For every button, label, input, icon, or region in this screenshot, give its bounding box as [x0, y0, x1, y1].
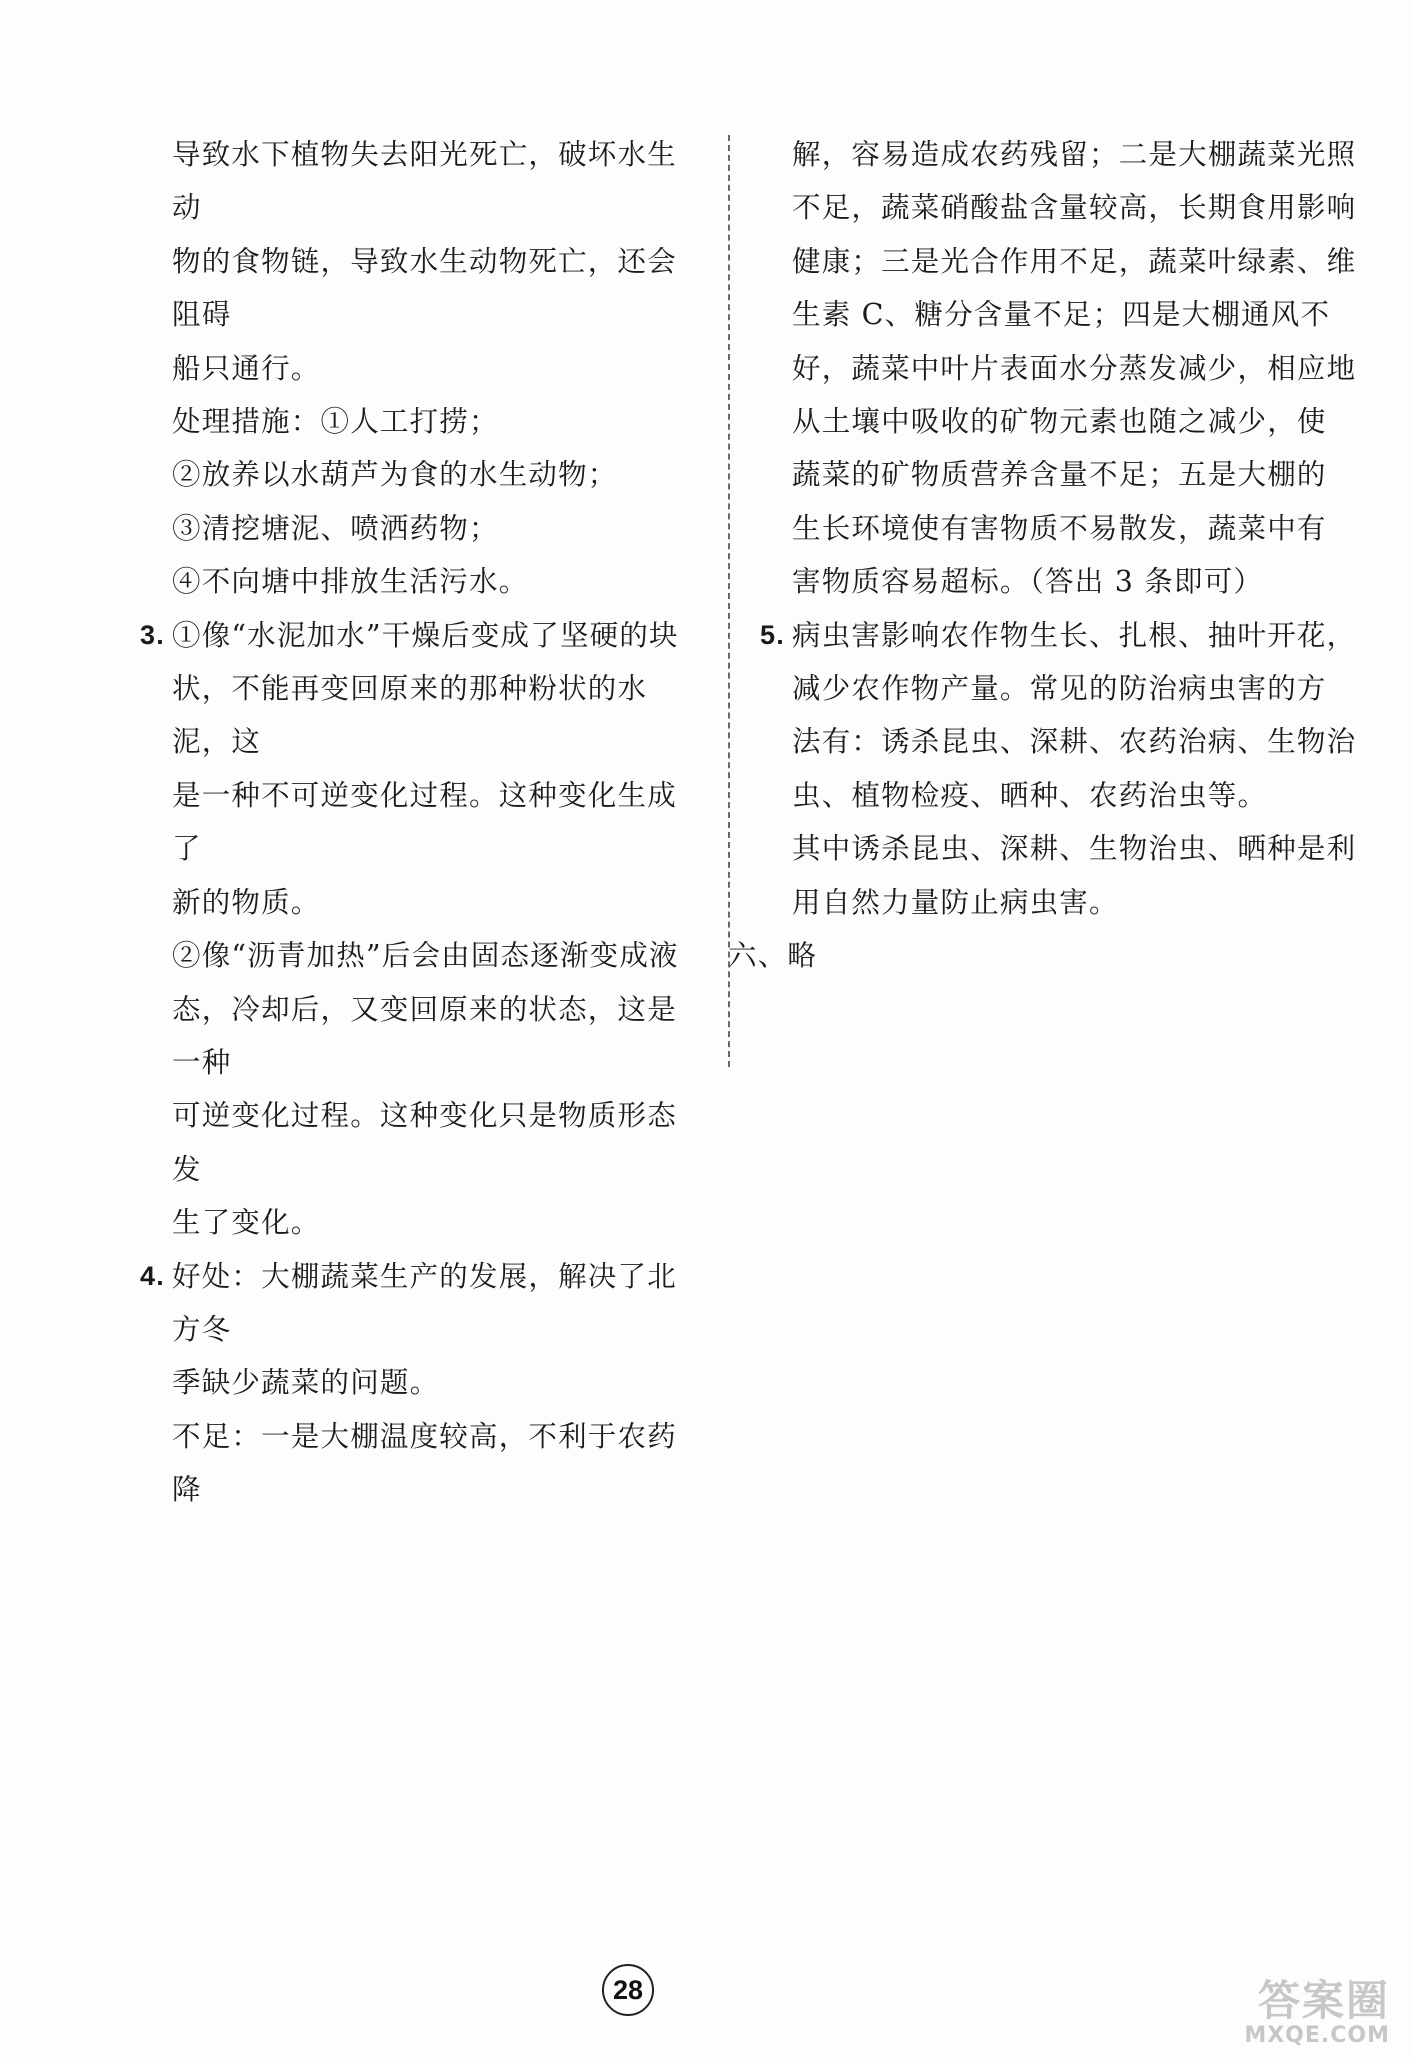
text-line: 法有：诱杀昆虫、深耕、农药治病、生物治 [792, 725, 1357, 759]
question-number: 3. [140, 619, 165, 650]
text-line: ②像“沥青加热”后会由固态逐渐变成液 [172, 939, 679, 973]
measures-label: 处理措施：①人工打捞； [172, 405, 499, 439]
text-line: 新的物质。 [172, 885, 321, 919]
text-line: 减少农作物产量。常见的防治病虫害的方 [792, 672, 1327, 706]
answer-3 [140, 609, 700, 662]
question-number: 4. [140, 1260, 165, 1291]
text-line: 态，冷却后，又变回原来的状态，这是一种 [172, 992, 677, 1079]
text-line: 状，不能再变回原来的那种粉状的水泥，这 [172, 672, 648, 759]
text-line: 不足，蔬菜硝酸盐含量较高，长期食用影响 [792, 191, 1357, 225]
text-line: 其中诱杀昆虫、深耕、生物治虫、晒种是利 [792, 832, 1357, 866]
page-number: 28 [602, 1964, 654, 2016]
watermark-url: MXQE.COM [1244, 2023, 1390, 2048]
text-line: 生素 C、糖分含量不足；四是大棚通风不 [792, 298, 1331, 332]
watermark-title: 答案圈 [1257, 1976, 1390, 2025]
left-column [140, 128, 700, 1517]
answer-4 [140, 1250, 700, 1357]
text-line: 蔬菜的矿物质营养含量不足；五是大棚的 [792, 458, 1327, 492]
answer-5 [760, 609, 1360, 662]
measure-item: ④不向塘中排放生活污水。 [172, 565, 529, 599]
text-line: 好处：大棚蔬菜生产的发展，解决了北方冬 [172, 1259, 677, 1346]
text-line: 虫、植物检疫、晒种、农药治虫等。 [792, 778, 1268, 812]
text-line: 季缺少蔬菜的问题。 [172, 1366, 440, 1400]
text-line: 从土壤中吸收的矿物元素也随之减少，使 [792, 405, 1327, 439]
measure-item: ②放养以水葫芦为食的水生动物； [172, 458, 618, 492]
text-line: 解，容易造成农药残留；二是大棚蔬菜光照 [792, 138, 1357, 171]
text-line: 是一种不可逆变化过程。这种变化生成了 [172, 778, 677, 866]
column-divider [728, 135, 730, 1067]
text-line: 生了变化。 [172, 1206, 321, 1240]
right-column [728, 128, 1360, 983]
text-line: 生长环境使有害物质不易散发，蔬菜中有 [792, 511, 1327, 545]
text-line: 健康；三是光合作用不足，蔬菜叶绿素、维 [792, 244, 1357, 278]
text-line: 船只通行。 [172, 351, 321, 385]
text-line: 导致水下植物失去阳光死亡，破坏水生动 [172, 138, 677, 225]
text-line: 病虫害影响农作物生长、扎根、抽叶开花， [792, 618, 1357, 652]
text-line: 可逆变化过程。这种变化只是物质形态发 [172, 1099, 677, 1186]
text-line: ①像“水泥加水”干燥后变成了坚硬的块 [172, 618, 679, 652]
measure-item: ③清挖塘泥、喷洒药物； [172, 511, 499, 545]
section-six-heading: 六、略 [728, 939, 818, 973]
text-line: 物的食物链，导致水生动物死亡，还会阻碍 [172, 244, 677, 332]
text-line: 用自然力量防止病虫害。 [792, 885, 1119, 919]
text-line: 好，蔬菜中叶片表面水分蒸发减少，相应地 [792, 351, 1357, 385]
text-line: 不足：一是大棚温度较高，不利于农药降 [172, 1419, 677, 1507]
text-line: 害物质容易超标。（答出 3 条即可） [792, 565, 1264, 599]
watermark-logo [1200, 1978, 1390, 2048]
question-number: 5. [760, 619, 785, 650]
